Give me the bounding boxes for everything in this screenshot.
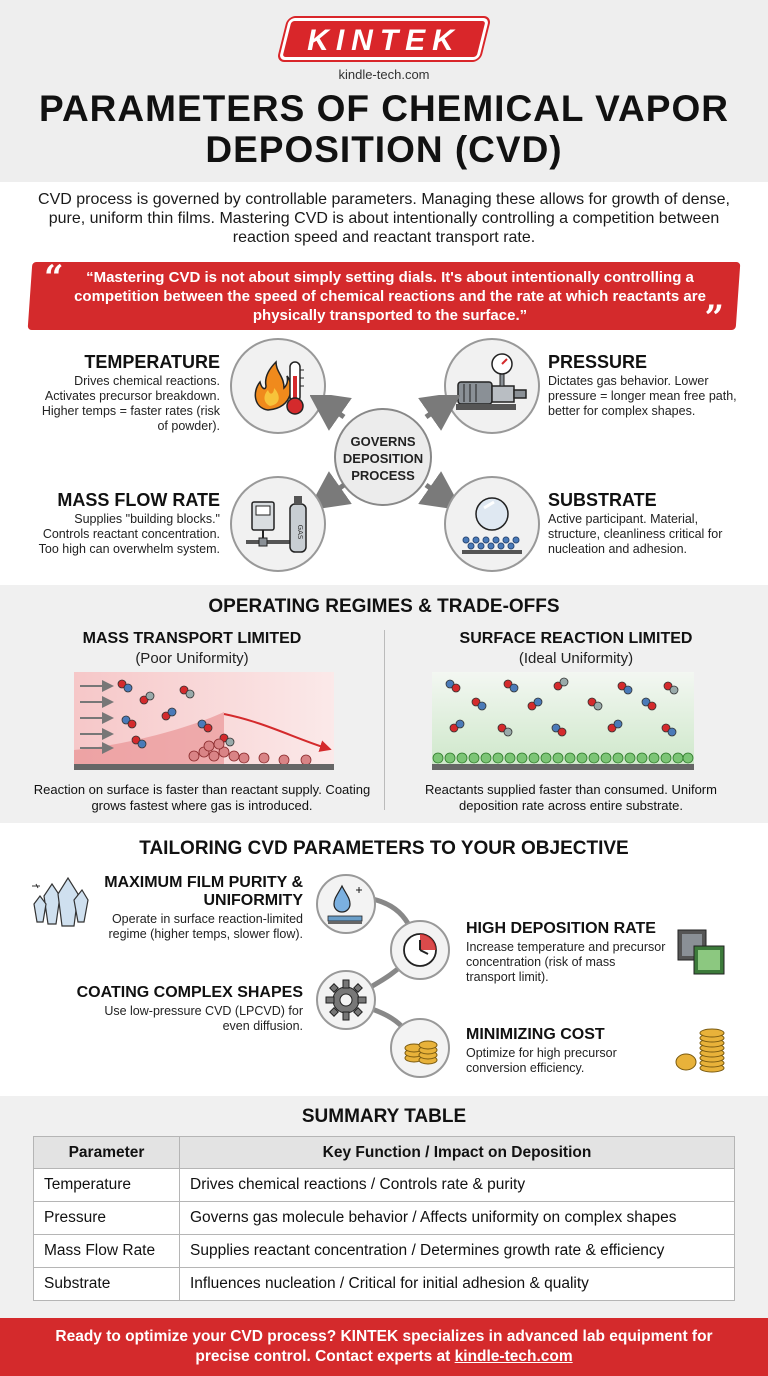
complex-desc: Use low-pressure CVD (LPCVD) for even diffusion.: [104, 1004, 303, 1033]
table-row: [34, 1169, 735, 1202]
cost-icon-circle: [390, 1018, 450, 1078]
table-row: [34, 1268, 735, 1301]
rate-title: HIGH DEPOSITION RATE: [466, 920, 656, 937]
table-cell-parameter: Mass Flow Rate: [34, 1235, 180, 1268]
table-cell-parameter: Pressure: [34, 1202, 180, 1235]
cost-desc: Optimize for high precursor conversion efficiency.: [466, 1046, 617, 1075]
footer-link[interactable]: kindle-tech.com: [454, 1348, 573, 1365]
wafer-lattice-icon: [446, 478, 538, 570]
summary-title: SUMMARY TABLE: [301, 1106, 467, 1127]
surface-reaction-subtitle: (Ideal Uniformity): [518, 650, 634, 667]
quote-text: “Mastering CVD is not about simply setting dials. It's about intentionally controlling a competition between the speed of chemical reactions and the rate at which reactants are physically transported to the surface.”: [74, 269, 706, 324]
arrow-substrate: [426, 485, 446, 499]
summary-table: [33, 1136, 735, 1301]
objectives-title: TAILORING CVD PARAMETERS TO YOUR OBJECTIVE: [139, 838, 629, 859]
droplet-film-icon: [318, 876, 374, 932]
kintek-logo[interactable]: [274, 16, 494, 64]
regime-divider: [384, 630, 385, 810]
table-header-row: [34, 1137, 735, 1169]
site-url[interactable]: kindle-tech.com: [338, 67, 430, 82]
footer-banner: [0, 1318, 768, 1376]
direction-arrows: [310, 395, 460, 519]
cost-title: MINIMIZING COST: [466, 1026, 605, 1043]
table-cell-parameter: Substrate: [34, 1268, 180, 1301]
coin-stack-icon: [672, 1022, 730, 1076]
logo-text: KINTEK: [307, 24, 461, 57]
center-label: GOVERNS DEPOSITION PROCESS: [342, 434, 424, 483]
arrow-mass-flow: [324, 485, 344, 499]
arrow-temperature: [324, 403, 344, 417]
header-parameter: Parameter: [34, 1137, 180, 1169]
header: [0, 0, 768, 182]
close-quote-icon: ”: [704, 298, 724, 338]
open-quote-icon: “: [44, 258, 64, 298]
substrate-title: SUBSTRATE: [548, 490, 657, 510]
mass-transport-desc: Reaction on surface is faster than reactant supply. Coating grows fastest where gas is introduced.: [33, 782, 371, 813]
rate-icon-circle: [390, 920, 450, 980]
mass-transport-diagram: [74, 672, 334, 776]
footer-message: Ready to optimize your CVD process? KINTEK specializes in advanced lab equipment for precise control. Contact experts at: [55, 1328, 713, 1365]
gear-icon: [318, 972, 374, 1028]
substrate-desc: Active participant. Material, structure, cleanliness critical for nucleation and adhesion.: [548, 512, 723, 556]
table-cell-function: Supplies reactant concentration / Determines growth rate & efficiency: [180, 1235, 735, 1268]
table-cell-function: Governs gas molecule behavior / Affects uniformity on complex shapes: [180, 1202, 735, 1235]
complex-title: COATING COMPLEX SHAPES: [76, 984, 303, 1001]
mass-transport-title: MASS TRANSPORT LIMITED: [82, 630, 302, 647]
header-key-function: Key Function / Impact on Deposition: [180, 1137, 735, 1169]
quote-banner: [30, 258, 738, 338]
regimes-title: OPERATING REGIMES & TRADE-OFFS: [208, 596, 560, 617]
table-cell-parameter: Temperature: [34, 1169, 180, 1202]
complex-icon-circle: [316, 970, 376, 1030]
purity-icon-circle: [316, 874, 376, 934]
intro-text: CVD process is governed by controllable parameters. Managing these allows for growth of dense, pure, uniform thin films. Mastering CVD is about intentionally controlling a competition between reaction speed and reactant transport rate.: [38, 191, 730, 246]
purity-desc: Operate in surface reaction-limited regime (higher temps, slower flow).: [108, 912, 303, 941]
temperature-desc: Drives chemical reactions. Activates precursor breakdown. Higher temps = faster rates (risk of powder).: [41, 374, 220, 433]
mass-transport-subtitle: (Poor Uniformity): [135, 650, 249, 667]
clock-icon: [392, 922, 448, 978]
surface-reaction-title: SURFACE REACTION LIMITED: [459, 630, 693, 647]
mass-flow-title: MASS FLOW RATE: [57, 490, 220, 510]
mass-flow-icon-circle: [230, 476, 326, 572]
temperature-title: TEMPERATURE: [84, 352, 220, 372]
rate-desc: Increase temperature and precursor concentration (risk of mass transport limit).: [466, 940, 666, 984]
pressure-desc: Dictates gas behavior. Lower pressure = longer mean free path, better for complex shapes.: [548, 374, 737, 418]
pressure-title: PRESSURE: [548, 352, 648, 372]
footer-text: [40, 1327, 728, 1367]
film-layers-icon: [674, 924, 730, 980]
table-row: [34, 1202, 735, 1235]
purity-title: MAXIMUM FILM PURITY & UNIFORMITY: [104, 874, 303, 909]
table-row: [34, 1235, 735, 1268]
arrow-pressure: [426, 403, 446, 417]
surface-reaction-diagram: [432, 672, 694, 776]
mass-flow-desc: Supplies "building blocks." Controls reactant concentration. Too high can overwhelm system.: [38, 512, 220, 556]
flow-meter-cylinder-icon: [232, 478, 324, 570]
coins-icon: [392, 1020, 448, 1076]
surface-reaction-desc: Reactants supplied faster than consumed. Uniform deposition rate across entire substrate.: [425, 782, 717, 813]
gas-label: GAS: [296, 524, 304, 540]
page-title: PARAMETERS OF CHEMICAL VAPOR DEPOSITION (CVD): [39, 88, 729, 170]
table-cell-function: Drives chemical reactions / Controls rate & purity: [180, 1169, 735, 1202]
substrate-icon-circle: [444, 476, 540, 572]
table-cell-function: Influences nucleation / Critical for initial adhesion & quality: [180, 1268, 735, 1301]
